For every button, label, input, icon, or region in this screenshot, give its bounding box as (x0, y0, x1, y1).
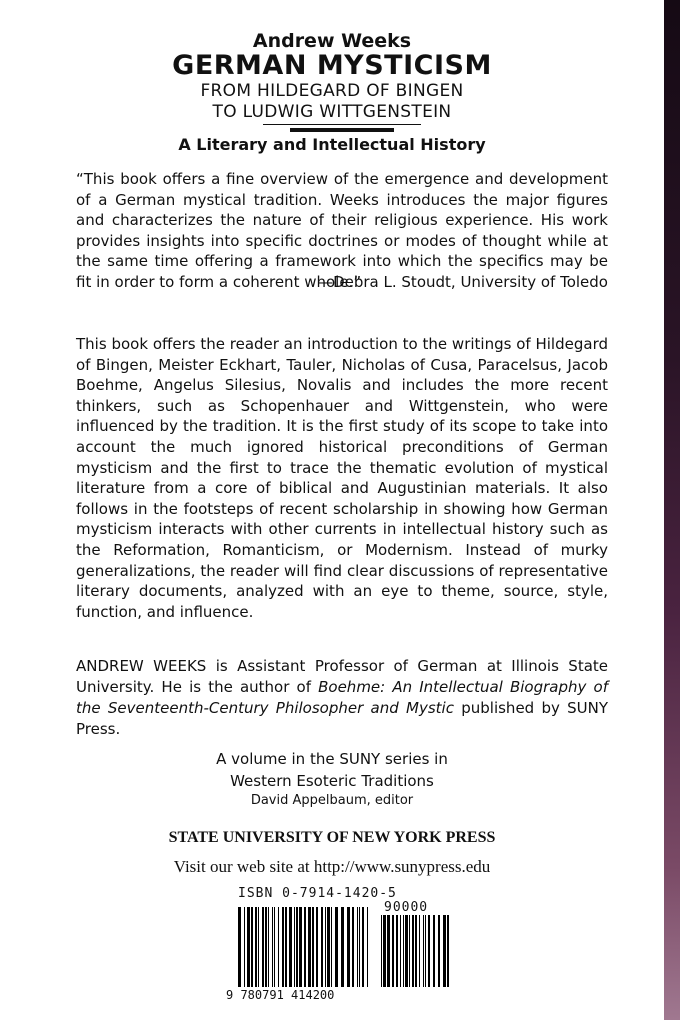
barcode-stripe (289, 907, 292, 987)
barcode-stripe (428, 915, 430, 987)
series-line-2: Western Esoteric Traditions (230, 772, 434, 790)
book-title: GERMAN MYSTICISM (172, 50, 492, 81)
book-description: This book offers the reader an introduction to the writings of Hildegard of Bingen, Meister Eckhart, Tauler, Nicholas of Cusa, Paracelsus, Jacob Boehme, Angelus Silesius, Novalis and includes the more recent thinkers, such as Schopenhauer and Wittgenstein, who were influenced by the tradition. It is the first study of its scope to take into account the much ignored historical preconditions of German mysticism and the first to trace the thematic evolution of mystical literature from a core of biblical and Augustinian materials. It also follows in the footsteps of recent scholarship in showing how German mysticism interacts with other currents in intellectual history such as the Reformation, Romanticism, or Modernism. Instead of murky generalizations, the reader will find clear discussions of representative literary documents, analyzed with an eye to theme, source, style, function, and influence. (76, 335, 608, 621)
quote-text: “This book offers a fine overview of the emergence and development of a German mystical tradition. Weeks introduces the major figures and characterizes the nature of their religious experience. His work provides insights into specific doctrines or modes of thought while at the same time offering a framework into which the specifics may be fit in order to form a coherent whole.” (76, 170, 608, 291)
barcode (226, 886, 458, 1016)
barcode-stripe (335, 907, 338, 987)
barcode-stripe (247, 907, 250, 987)
bio-text: ANDREW WEEKS is Assistant Professor of German at Illinois State University. He is the author of (76, 657, 608, 696)
barcode-stripe (251, 907, 253, 987)
barcode-stripe (409, 915, 410, 987)
barcode-stripe (383, 915, 386, 987)
barcode-stripe (415, 915, 417, 987)
barcode-stripe (412, 915, 414, 987)
barcode-stripe (352, 907, 354, 987)
barcode-stripe (316, 907, 318, 987)
barcode-stripe (282, 907, 284, 987)
barcode-stripe (244, 907, 245, 987)
tagline: A Literary and Intellectual History (178, 135, 486, 154)
barcode-stripe (381, 915, 382, 987)
publisher-website: Visit our web site at http://www.sunypress.edu (173, 857, 491, 876)
barcode-stripe (347, 907, 350, 987)
barcode-stripe (262, 907, 264, 987)
barcode-stripe (433, 915, 435, 987)
quote-attribution: —Debra L. Stoudt, University of Toledo (318, 272, 608, 291)
barcode-stripe (425, 915, 426, 987)
barcode-stripe (265, 907, 267, 987)
barcode-stripe (331, 907, 332, 987)
barcode-stripe (325, 907, 326, 987)
barcode-stripe (238, 907, 241, 987)
subtitle-line-2: TO LUDWIG WITTGENSTEIN (212, 102, 452, 122)
isbn-number: ISBN 0-7914-1420-5 (238, 886, 397, 901)
divider-rule (263, 124, 421, 125)
barcode-stripe (357, 907, 358, 987)
barcode-stripe (387, 915, 390, 987)
barcode-stripe (321, 907, 323, 987)
bio-suffix: published by SUNY Press. (76, 699, 609, 738)
barcode-stripe (392, 915, 394, 987)
barcode-stripe (312, 907, 314, 987)
barcode-stripe (419, 915, 420, 987)
barcode-stripe (308, 907, 311, 987)
barcode-stripe (299, 907, 302, 987)
barcode-stripe (359, 907, 360, 987)
barcode-stripe (272, 907, 273, 987)
series-line-1: A volume in the SUNY series in (216, 750, 448, 768)
barcode-addon-bars (381, 915, 449, 987)
barcode-stripe (396, 915, 398, 987)
bio-book-title: Boehme: An Intellectual Biography of the Seventeenth-Century Philosopher and Mystic (76, 678, 608, 717)
author-bio (76, 656, 608, 740)
barcode-stripe (304, 907, 306, 987)
barcode-stripe (294, 907, 295, 987)
barcode-stripe (258, 907, 259, 987)
barcode-stripe (400, 915, 401, 987)
series-editor: David Appelbaum, editor (250, 793, 414, 808)
review-quote (76, 169, 608, 293)
publisher-name: STATE UNIVERSITY OF NEW YORK PRESS (168, 829, 496, 846)
barcode-stripe (327, 907, 330, 987)
subtitle-line-1: FROM HILDEGARD OF BINGEN (200, 81, 464, 101)
barcode-stripe (341, 907, 344, 987)
barcode-stripe (296, 907, 298, 987)
barcode-stripe (447, 915, 449, 987)
price-code: 90000 (384, 900, 429, 915)
barcode-stripe (443, 915, 446, 987)
barcode-stripe (268, 907, 269, 987)
barcode-stripe (285, 907, 287, 987)
barcode-stripe (367, 907, 368, 987)
spine-edge (664, 0, 680, 1020)
barcode-bars (238, 907, 370, 987)
divider-rule-bold (290, 128, 394, 132)
barcode-digits: 9 780791 414200 (226, 988, 335, 1002)
author-name: Andrew Weeks (252, 30, 412, 52)
barcode-stripe (255, 907, 257, 987)
barcode-stripe (423, 915, 424, 987)
barcode-stripe (362, 907, 364, 987)
barcode-stripe (278, 907, 279, 987)
barcode-stripe (438, 915, 440, 987)
barcode-stripe (405, 915, 408, 987)
barcode-stripe (403, 915, 404, 987)
barcode-stripe (274, 907, 275, 987)
